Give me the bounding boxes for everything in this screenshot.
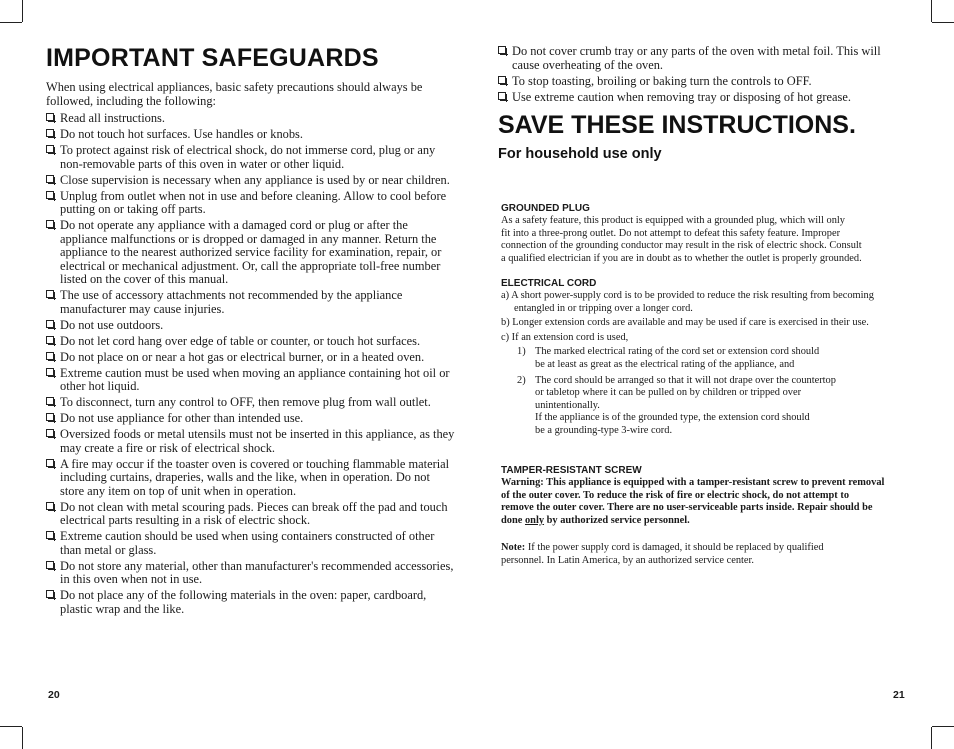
list-item: To disconnect, turn any control to OFF, then remove plug from wall outlet. [46,396,456,410]
checkbox-icon [46,459,54,467]
note-label: Note: [501,542,526,553]
list-item: Do not clean with metal scouring pads. Pieces can break off the pad and touch electrical parts resulting in a risk of electric shock. [46,501,456,528]
tamper-resistant-section [501,465,909,527]
crop-mark [932,726,954,727]
warning-line: remove the outer cover. There are no user-serviceable parts inside. Repair should be [501,502,873,514]
checkbox-icon [498,92,506,100]
list-item: Use extreme caution when removing tray or disposing of hot grease. [498,91,910,105]
checkbox-icon [46,368,54,376]
checkbox-icon [46,220,54,228]
warning-line: of the outer cover. To reduce the risk of fire or electric shock, do not attempt to [501,489,850,501]
save-instructions-heading: SAVE THESE INSTRUCTIONS. [498,111,856,139]
list-item: The use of accessory attachments not recommended by the appliance manufacturer may cause injuries. [46,289,456,316]
list-item: Do not place on or near a hot gas or electrical burner, or in a heated oven. [46,351,456,365]
list-item: A fire may occur if the toaster oven is covered or touching flammable material including curtains, draperies, walls and the like, when in operation. Do not store any item on top of unit when in operation. [46,458,456,499]
list-item: Do not touch hot surfaces. Use handles or knobs. [46,128,456,142]
text-line: a qualified electrician if you are in doubt as to whether the outlet is properly grounded. [501,252,862,264]
list-item: Oversized foods or metal utensils must not be inserted in this appliance, as they may create a fire or risk of electrical shock. [46,428,456,455]
checkbox-icon [46,129,54,137]
crop-mark [0,726,22,727]
list-item: Extreme caution must be used when moving an appliance containing hot oil or other hot liquid. [46,367,456,394]
checkbox-icon [498,76,506,84]
crop-mark [931,0,932,22]
checkbox-icon [46,561,54,569]
note-line: Note: If the power supply cord is damaged, it should be replaced by qualified [501,542,824,553]
text-line: connection of the grounding conductor may result in the risk of electric shock. Consult [501,240,862,252]
checkbox-icon [46,191,54,199]
list-item: Extreme caution should be used when using containers constructed of other than metal or glass. [46,530,456,557]
checkbox-icon [46,352,54,360]
cord-item-c: c) If an extension cord is used, [501,331,629,343]
checkbox-icon [46,397,54,405]
page-number: 21 [893,689,905,701]
checkbox-icon [46,590,54,598]
grounded-plug-section [501,203,909,265]
intro-text: When using electrical appliances, basic safety precautions should always be followed, including the following: [46,80,423,108]
crop-mark [0,22,22,23]
section-title: GROUNDED PLUG [501,203,590,214]
list-item: Do not use appliance for other than intended use. [46,412,456,426]
warning-line: done only by authorized service personnel. [501,514,690,526]
household-use-subheading: For household use only [498,146,662,162]
note-line: personnel. In Latin America, by an authorized service center. [501,554,755,566]
page-title: IMPORTANT SAFEGUARDS [46,44,379,72]
section-title: ELECTRICAL CORD [501,278,597,289]
safeguards-list [46,112,456,619]
cord-item-a: a) A short power-supply cord is to be provided to reduce the risk resulting from becoming entangled in or tripping over a longer cord. [501,290,874,314]
checkbox-icon [46,413,54,421]
cord-subitem-2: 2) The cord should be arranged so that it will not drape over the countertop or tabletop where it can be pulled on by children or tripped over unintentionally. If the appliance is of the grounded type, the extension cord should be a grounding-type 3-wire cord. [517,374,836,436]
list-item: Do not use outdoors. [46,319,456,333]
list-item: To stop toasting, broiling or baking turn the controls to OFF. [498,75,910,89]
list-item: Do not place any of the following materials in the oven: paper, cardboard, plastic wrap and the like. [46,589,456,616]
section-title: TAMPER-RESISTANT SCREW [501,465,642,476]
crop-mark [931,727,932,749]
checkbox-icon [46,290,54,298]
list-item: Close supervision is necessary when any appliance is used by or near children. [46,174,456,188]
crop-mark [22,0,23,22]
emphasis-only: only [524,514,545,526]
checkbox-icon [46,145,54,153]
list-item: Do not let cord hang over edge of table or counter, or touch hot surfaces. [46,335,456,349]
electrical-cord-section [501,278,909,441]
checkbox-icon [498,46,506,54]
warning-line: Warning: This appliance is equipped with a tamper-resistant screw to prevent removal [501,477,885,488]
item-number: 1) [517,346,526,358]
list-item: To protect against risk of electrical shock, do not immerse cord, plug or any non-removable parts of this oven in water or other liquid. [46,144,456,171]
list-item: Do not store any material, other than manufacturer's recommended accessories, in this oven when not in use. [46,560,456,587]
checkbox-icon [46,502,54,510]
page-number: 20 [48,689,60,701]
text-line: As a safety feature, this product is equipped with a grounded plug, which will only [501,215,845,226]
checkbox-icon [46,113,54,121]
list-item: Do not cover crumb tray or any parts of the oven with metal foil. This will cause overheating of the oven. [498,45,910,72]
checkbox-icon [46,531,54,539]
crop-mark [932,22,954,23]
checkbox-icon [46,429,54,437]
list-item: Read all instructions. [46,112,456,126]
list-item: Unplug from outlet when not in use and before cleaning. Allow to cool before putting on or taking off parts. [46,190,456,217]
crop-mark [22,727,23,749]
checkbox-icon [46,320,54,328]
checkbox-icon [46,175,54,183]
safeguards-list-continued [498,45,910,107]
list-item: Do not operate any appliance with a damaged cord or plug or after the appliance malfunctions or is dropped or damaged in any manner. Return the appliance to the nearest authorized service facility for examination, repair, or electrical or mechanical adjustment. Or, call the appropriate toll-free number listed on the cover of this manual. [46,219,456,287]
cord-subitem-1: 1) The marked electrical rating of the cord set or extension cord should be at least as great as the electrical rating of the appliance, and [517,346,820,370]
cord-item-b: b) Longer extension cords are available and may be used if care is exercised in their use. [501,317,869,329]
checkbox-icon [46,336,54,344]
text-line: fit into a three-prong outlet. Do not attempt to defeat this safety feature. Improper [501,227,841,239]
item-number: 2) [517,374,526,386]
note-section [501,542,909,567]
